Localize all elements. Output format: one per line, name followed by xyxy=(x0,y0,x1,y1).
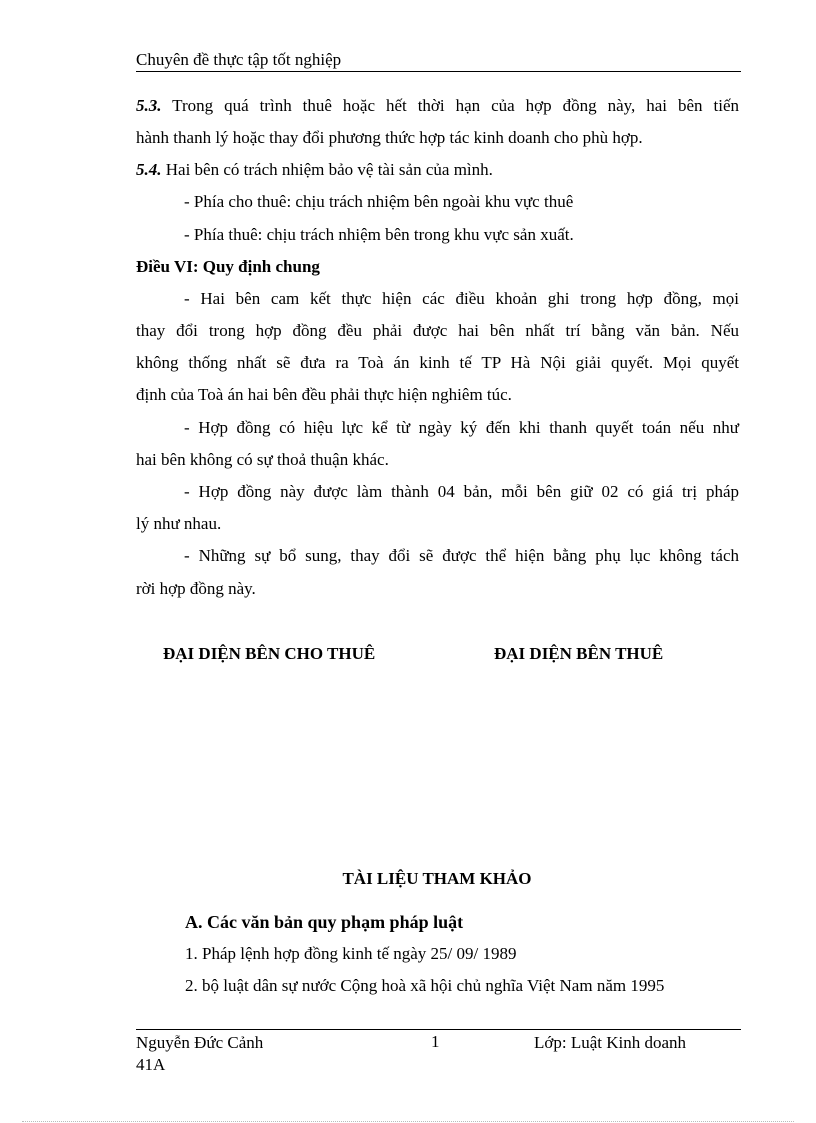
clause-5-3-line-1 xyxy=(136,90,739,122)
header-rule xyxy=(136,71,741,72)
general-1-line-2: thay đổi trong hợp đồng đều phải được hai bên nhất trí bằng văn bản. Nếu xyxy=(136,321,739,340)
general-3-line-2: lý như nhau. xyxy=(136,514,222,533)
general-1-line-3: không thống nhất sẽ đưa ra Toà án kinh tế TP Hà Nội giải quyết. Mọi quyết xyxy=(136,353,739,372)
footer-class: Lớp: Luật Kinh doanh xyxy=(534,1033,687,1052)
bullet-lessee: - Phía thuê: chịu trách nhiệm bên trong khu vực sản xuất. xyxy=(184,225,574,244)
general-2-line-1: - Hợp đồng có hiệu lực kể từ ngày ký đến khi thanh quyết toán nếu như xyxy=(184,418,739,437)
footer-rule xyxy=(136,1029,741,1030)
general-4-line-1: - Những sự bổ sung, thay đổi sẽ được thể hiện bằng phụ lục không tách xyxy=(184,546,739,565)
signature-lessor: ĐẠI DIỆN BÊN CHO THUÊ xyxy=(163,644,376,663)
clause-number: 5.3. xyxy=(136,96,162,115)
running-header: Chuyên đề thực tập tốt nghiệp xyxy=(136,50,342,69)
clause-text: Trong quá trình thuê hoặc hết thời hạn của hợp đồng này, hai bên tiến xyxy=(161,96,739,115)
signature-lessee: ĐẠI DIỆN BÊN THUÊ xyxy=(494,644,664,663)
footer-author: Nguyễn Đức Cảnh xyxy=(136,1033,264,1052)
bullet-lessor: - Phía cho thuê: chịu trách nhiệm bên ngoài khu vực thuê xyxy=(184,192,574,211)
references-section-a: A. Các văn bản quy phạm pháp luật xyxy=(185,912,464,932)
clause-text: Hai bên có trách nhiệm bảo vệ tài sản của mình. xyxy=(161,160,493,179)
general-4-line-2: rời hợp đồng này. xyxy=(136,579,256,598)
clause-5-4 xyxy=(136,154,739,186)
clause-5-3-line-2: hành thanh lý hoặc thay đổi phương thức hợp tác kinh doanh cho phù hợp. xyxy=(136,128,643,147)
page-bottom-border xyxy=(22,1121,794,1122)
page-number: 1 xyxy=(431,1032,440,1051)
general-1-line-1: - Hai bên cam kết thực hiện các điều khoản ghi trong hợp đồng, mọi xyxy=(184,289,739,308)
general-2-line-2: hai bên không có sự thoả thuận khác. xyxy=(136,450,389,469)
references-title: TÀI LIỆU THAM KHẢO xyxy=(342,869,532,888)
general-3-line-1: - Hợp đồng này được làm thành 04 bản, mỗi bên giữ 02 có giá trị pháp xyxy=(184,482,739,501)
footer-author-class-code: 41A xyxy=(136,1055,166,1074)
reference-item: 1. Pháp lệnh hợp đồng kinh tế ngày 25/ 09/ 1989 xyxy=(185,944,517,963)
article-6-title: Điều VI: Quy định chung xyxy=(136,257,320,276)
clause-number: 5.4. xyxy=(136,160,162,179)
reference-item: 2. bộ luật dân sự nước Cộng hoà xã hội chủ nghĩa Việt Nam năm 1995 xyxy=(185,976,665,995)
general-1-line-4: định của Toà án hai bên đều phải thực hiện nghiêm túc. xyxy=(136,385,512,404)
